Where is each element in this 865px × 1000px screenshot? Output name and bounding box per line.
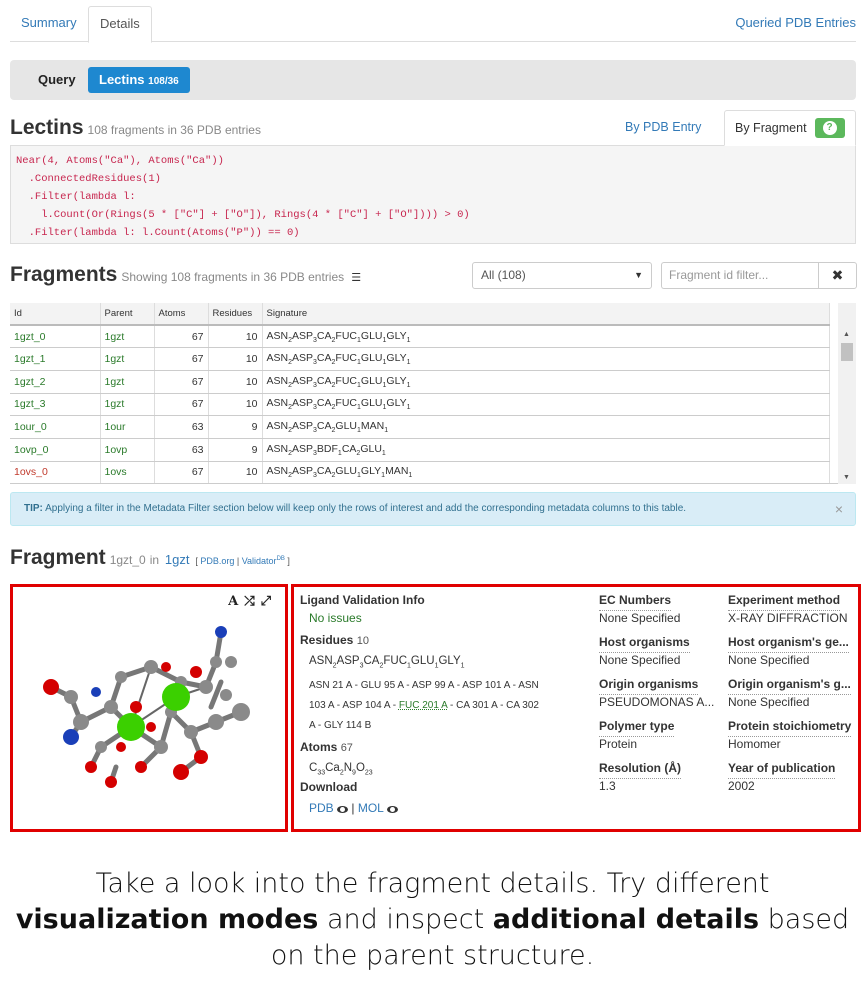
residues-label-text: Residues — [300, 633, 354, 647]
formula-count: 2 — [288, 336, 292, 344]
formula-part: ASP — [292, 329, 314, 342]
formula-part: C — [309, 762, 318, 775]
residues-label — [300, 633, 600, 651]
resolution-label: Resolution (Å) — [599, 761, 681, 779]
scrollbar-thumb[interactable] — [841, 343, 853, 361]
caption-text: Take a look into the fragment details. Try different — [95, 868, 770, 899]
formula-part: Ca — [325, 762, 340, 775]
formula-count: 1 — [337, 449, 342, 457]
formula-count: 2 — [331, 427, 336, 435]
fragment-signature-cell — [262, 325, 830, 348]
formula-part: ASP — [292, 465, 314, 478]
fragment-details-panel — [291, 584, 861, 832]
column-header-id[interactable]: Id — [10, 303, 100, 325]
fragment-id-cell[interactable]: 1gzt_3 — [10, 393, 100, 416]
fragment-id-cell[interactable]: 1gzt_0 — [10, 325, 100, 348]
host-organisms-value: None Specified — [599, 653, 681, 667]
experiment-method-value: X-RAY DIFFRACTION — [728, 611, 848, 625]
formula-part: ASP — [292, 351, 314, 364]
year-value: 2002 — [728, 779, 755, 793]
scroll-down-icon[interactable]: ▼ — [843, 474, 850, 481]
fragment-residues-cell: 10 — [208, 370, 262, 393]
formula-count: 1 — [406, 336, 411, 344]
fragment-signature-cell — [262, 438, 830, 461]
fragment-title — [10, 546, 290, 570]
fragment-residues-cell: 10 — [208, 461, 262, 484]
formula-part: ASN — [266, 329, 289, 342]
formula-count: 2 — [288, 472, 292, 480]
formula-count: 1 — [382, 404, 387, 412]
download-mol-link[interactable]: MOL — [357, 801, 384, 816]
lectins-count: 108/36 — [148, 76, 179, 87]
labels-toggle-icon[interactable]: A — [228, 594, 245, 609]
formula-count: 1 — [406, 404, 411, 412]
formula-count: 3 — [313, 359, 317, 367]
pdb-org-link[interactable]: PDB.org — [200, 556, 235, 566]
formula-count: 3 — [313, 381, 317, 389]
residues-signature — [300, 651, 600, 676]
table-row[interactable] — [10, 461, 830, 484]
fragment-residues-cell: 9 — [208, 416, 262, 439]
residues-count: 10 — [356, 635, 369, 647]
expand-icon[interactable]: ⤢ — [260, 593, 277, 608]
formula-count: 9 — [352, 769, 356, 777]
fragments-title — [10, 263, 361, 287]
formula-count: 1 — [381, 472, 386, 480]
formula-part: GLU — [335, 420, 358, 433]
tab-by-pdb-entry[interactable]: By PDB Entry — [625, 120, 702, 134]
formula-part: CA — [316, 374, 332, 387]
lectins-subtitle: 108 fragments in 36 PDB entries — [87, 123, 261, 137]
chevron-down-icon: ▼ — [634, 270, 643, 280]
table-row[interactable] — [10, 325, 830, 348]
formula-part: CA — [316, 420, 332, 433]
query-bar — [10, 60, 856, 100]
validator-db-link[interactable] — [242, 556, 285, 566]
download-links — [300, 798, 600, 818]
formula-part: ASP — [292, 397, 314, 410]
residues-line — [300, 696, 600, 716]
formula-count: 1 — [357, 427, 361, 435]
protein-stoichiometry-value: Homomer — [728, 737, 781, 751]
formula-part: GLU — [410, 655, 435, 667]
formula-count: 3 — [313, 472, 317, 480]
fragments-subtitle: Showing 108 fragments in 36 PDB entries — [121, 270, 345, 284]
tab-by-fragment-label: By Fragment — [735, 121, 807, 135]
formula-count: 1 — [384, 427, 389, 435]
fragment-signature-cell — [262, 461, 830, 484]
origin-gene-label: Origin organism's g... — [728, 677, 851, 695]
fragment-parent-cell[interactable]: 1gzt — [100, 393, 154, 416]
tab-details[interactable]: Details — [88, 6, 152, 43]
formula-part: GLU — [360, 374, 383, 387]
close-icon: ✖ — [831, 267, 844, 283]
ligand-validation-value: No issues — [309, 611, 362, 625]
formula-count: 3 — [313, 336, 317, 344]
download-pdb-link[interactable]: PDB — [309, 801, 334, 816]
fragment-id-cell[interactable]: 1gzt_2 — [10, 370, 100, 393]
formula-count: 2 — [288, 449, 292, 457]
fragments-table — [10, 303, 856, 484]
ec-numbers-label: EC Numbers — [599, 593, 671, 611]
formula-part: CA — [316, 351, 332, 364]
chemical-formula — [300, 758, 600, 780]
fragment-signature-cell — [262, 393, 830, 416]
formula-part: ASN — [266, 397, 289, 410]
formula-part: CA — [363, 655, 380, 667]
formula-part: FUC — [335, 374, 358, 387]
formula-count: 1 — [407, 662, 411, 670]
fragment-atoms-cell: 63 — [154, 438, 208, 461]
formula-count: 1 — [382, 359, 387, 367]
table-row[interactable] — [10, 416, 830, 439]
details-right-column — [728, 593, 856, 803]
host-organisms-label: Host organisms — [599, 635, 690, 653]
select-value: All (108) — [481, 268, 526, 282]
fragment-id-cell[interactable]: 1ovs_0 — [10, 461, 100, 484]
formula-count: 3 — [313, 404, 317, 412]
fragment-atoms-cell: 67 — [154, 370, 208, 393]
fragment-parent-cell[interactable]: 1ovs — [100, 461, 154, 484]
formula-part: CA — [316, 329, 332, 342]
formula-part: FUC — [335, 329, 358, 342]
table-row[interactable] — [10, 348, 830, 371]
tab-by-fragment[interactable] — [724, 110, 856, 146]
shuffle-icon[interactable]: ⤮ — [244, 593, 261, 608]
ligand-validation-label: Ligand Validation Info — [300, 593, 425, 607]
table-row[interactable] — [10, 438, 830, 461]
caption-text: based on the parent structure. — [270, 904, 850, 971]
atoms-label-text: Atoms — [300, 740, 338, 755]
residues-line-part: - CA 301 A - CA 302 — [447, 700, 539, 712]
fragment-atoms-cell: 67 — [154, 325, 208, 348]
column-header-residues[interactable]: Residues — [208, 303, 262, 325]
fragment-parent-cell[interactable]: 1gzt — [100, 325, 154, 348]
validator-sup: DB — [276, 556, 285, 562]
formula-part: ASN — [266, 374, 289, 387]
formula-count: 1 — [357, 404, 361, 412]
formula-part: ASN — [266, 351, 289, 364]
origin-gene-value: None Specified — [728, 695, 810, 709]
formula-part: ASN — [266, 442, 289, 455]
formula-count: 1 — [382, 336, 387, 344]
tip-text: Applying a filter in the Metadata Filter section below will keep only the rows of interest and add the corresponding metadata columns to this table. — [45, 503, 687, 514]
formula-part: GLY — [360, 465, 382, 478]
formula-count: 23 — [364, 769, 373, 777]
fragment-atoms-cell: 67 — [154, 393, 208, 416]
year-label: Year of publication — [728, 761, 835, 779]
fragment-atoms-cell: 67 — [154, 461, 208, 484]
formula-part: ASN — [309, 655, 333, 667]
formula-count: 2 — [288, 427, 292, 435]
formula-part: ASP — [292, 442, 314, 455]
tip-label: TIP: — [24, 503, 43, 514]
code-line: .Filter(lambda l: l.Count(Atoms("P")) == 0) — [16, 227, 300, 239]
fragment-parent-cell[interactable]: 1gzt — [100, 348, 154, 371]
tip-alert — [10, 492, 856, 526]
formula-count: 2 — [331, 381, 336, 389]
close-tip-icon[interactable]: × — [834, 501, 843, 517]
details-middle-column — [599, 593, 724, 803]
formula-count: 3 — [313, 449, 317, 457]
query-code — [10, 146, 856, 244]
fragment-in: in — [149, 553, 160, 567]
formula-count: 1 — [357, 359, 361, 367]
formula-part: FUC — [335, 397, 358, 410]
fragment-id-cell[interactable]: 1ovp_0 — [10, 438, 100, 461]
validator-link-text: Validator — [241, 556, 277, 566]
formula-count: 2 — [332, 662, 337, 670]
fragment-residues-cell: 10 — [208, 393, 262, 416]
formula-part: GLU — [360, 442, 382, 455]
formula-part: GLU — [360, 397, 383, 410]
residues-line-part: 103 A - ASP 104 A - — [309, 700, 399, 712]
lectins-title-text: Lectins — [10, 116, 84, 139]
formula-count: 33 — [317, 769, 326, 777]
tab-summary[interactable]: Summary — [21, 15, 77, 30]
origin-organisms-value: PSEUDOMONAS A... — [599, 695, 715, 709]
formula-count: 1 — [357, 472, 361, 480]
polymer-type-value: Protein — [599, 737, 638, 751]
question-icon: ? — [823, 121, 837, 135]
view-tabs — [605, 110, 855, 146]
fragment-residues-cell: 9 — [208, 438, 262, 461]
residues-line: ASN 21 A - GLU 95 A - ASP 99 A - ASP 101 A - ASN — [309, 680, 539, 692]
code-line: .ConnectedResidues(1) — [16, 173, 161, 185]
formula-part: GLY — [386, 351, 407, 364]
eye-icon[interactable] — [337, 806, 348, 813]
formula-part: GLY — [386, 374, 407, 387]
table-row[interactable] — [10, 393, 830, 416]
fragment-parent-link[interactable]: 1gzt — [164, 552, 190, 567]
fragment-residues-cell: 10 — [208, 325, 262, 348]
formula-part: GLU — [335, 465, 358, 478]
formula-count: 1 — [381, 449, 386, 457]
formula-count: 2 — [331, 336, 336, 344]
atoms-count: 67 — [340, 742, 353, 755]
formula-part: MAN — [385, 465, 409, 478]
origin-organisms-label: Origin organisms — [599, 677, 698, 695]
formula-count: 1 — [406, 359, 411, 367]
query-button[interactable]: Query — [38, 72, 76, 87]
formula-count: 3 — [359, 662, 364, 670]
formula-count: 2 — [288, 381, 292, 389]
formula-part: GLY — [386, 397, 407, 410]
formula-part: GLY — [386, 329, 407, 342]
residues-line: A - GLY 114 B — [309, 720, 372, 732]
fragment-signature-cell — [262, 370, 830, 393]
caption-text: and inspect — [318, 904, 493, 935]
experiment-method-label: Experiment method — [728, 593, 840, 611]
details-left-column — [300, 593, 600, 818]
clear-filter-button[interactable] — [818, 262, 857, 289]
formula-count: 2 — [356, 449, 361, 457]
formula-part: CA — [316, 397, 332, 410]
formula-part: ASN — [266, 465, 289, 478]
resolution-value: 1.3 — [599, 779, 616, 793]
fragment-parent-cell[interactable]: 1gzt — [100, 370, 154, 393]
formula-count: 1 — [434, 662, 439, 670]
molecule-3d-render[interactable] — [21, 607, 271, 807]
code-line: Near(4, Atoms("Ca"), Atoms("Ca")) — [16, 155, 224, 167]
fragment-title-text: Fragment — [10, 546, 106, 569]
host-gene-label: Host organism's ge... — [728, 635, 849, 653]
formula-count: 2 — [331, 472, 336, 480]
formula-part: GLY — [438, 655, 461, 667]
fragment-atoms-cell: 63 — [154, 416, 208, 439]
formula-part: ASN — [266, 420, 289, 433]
formula-count: 2 — [288, 404, 292, 412]
fragment-id-cell[interactable]: 1our_0 — [10, 416, 100, 439]
formula-part: ASP — [336, 655, 360, 667]
formula-count: 2 — [331, 404, 336, 412]
formula-count: 1 — [460, 662, 465, 670]
polymer-type-label: Polymer type — [599, 719, 674, 737]
molecule-viewer[interactable] — [10, 584, 288, 832]
formula-count: 1 — [406, 381, 411, 389]
formula-count: 1 — [357, 336, 361, 344]
formula-count: 2 — [339, 769, 344, 777]
ec-numbers-value: None Specified — [599, 611, 681, 625]
fragments-title-text: Fragments — [10, 263, 118, 286]
caption-bold: visualization modes — [15, 904, 319, 935]
formula-count: 2 — [379, 662, 384, 670]
fragment-signature-cell — [262, 416, 830, 439]
fragment-group-select[interactable] — [472, 262, 652, 289]
main-tabs — [10, 6, 856, 42]
formula-part: CA — [341, 442, 357, 455]
lectins-button[interactable] — [88, 67, 190, 93]
caption-bold: additional details — [492, 904, 760, 935]
code-line: l.Count(Or(Rings(5 * ["C"] + ["O"]), Rings(4 * ["C"] + ["O"]))) > 0) — [16, 209, 470, 221]
lectins-title — [10, 116, 261, 140]
formula-part: ASP — [292, 420, 314, 433]
formula-part: GLU — [360, 351, 383, 364]
formula-part: O — [355, 762, 365, 775]
fragment-parent-cell[interactable]: 1our — [100, 416, 154, 439]
formula-part: MAN — [360, 420, 385, 433]
table-header-row — [10, 303, 830, 325]
fragment-id: 1gzt_0 — [109, 553, 146, 567]
lectins-label: Lectins — [99, 72, 145, 87]
tutorial-caption — [0, 866, 865, 974]
formula-part: ASP — [292, 374, 314, 387]
formula-part: FUC — [335, 351, 358, 364]
scroll-up-icon[interactable]: ▲ — [843, 331, 850, 338]
fragment-id-filter-input[interactable]: Fragment id filter... — [661, 262, 819, 289]
tab-queried-pdb-entries[interactable]: Queried PDB Entries — [735, 15, 856, 30]
protein-stoichiometry-label: Protein stoichiometry — [728, 719, 851, 737]
fragment-residues-cell: 10 — [208, 348, 262, 371]
fragment-signature-cell — [262, 348, 830, 371]
fuc-residue-link[interactable]: FUC 201 A — [398, 700, 448, 712]
formula-part: FUC — [383, 655, 408, 667]
column-header-parent[interactable]: Parent — [100, 303, 154, 325]
code-line: .Filter(lambda l: — [16, 191, 136, 203]
formula-part: CA — [316, 465, 332, 478]
table-scrollbar[interactable] — [838, 303, 856, 484]
formula-count: 2 — [331, 359, 336, 367]
formula-part: GLU — [360, 329, 383, 342]
formula-part: N — [343, 762, 353, 775]
fragment-id-cell[interactable]: 1gzt_1 — [10, 348, 100, 371]
column-header-atoms[interactable]: Atoms — [154, 303, 208, 325]
help-button[interactable] — [815, 118, 845, 138]
host-gene-value: None Specified — [728, 653, 810, 667]
download-label: Download — [300, 780, 358, 795]
column-header-signature[interactable]: Signature — [262, 303, 830, 325]
table-row[interactable] — [10, 370, 830, 393]
atoms-label — [300, 740, 600, 758]
download-separator: | — [351, 801, 355, 816]
formula-count: 2 — [288, 359, 292, 367]
fragment-external-links: [ PDB.org | Validator$^{DB}$ ] — [195, 556, 290, 566]
formula-count: 3 — [313, 427, 317, 435]
fragment-atoms-cell: 67 — [154, 348, 208, 371]
eye-icon[interactable] — [387, 806, 398, 813]
formula-part: BDF — [316, 442, 338, 455]
formula-count: 1 — [382, 381, 387, 389]
fragment-parent-cell[interactable]: 1ovp — [100, 438, 154, 461]
formula-count: 1 — [357, 381, 361, 389]
list-icon[interactable]: ☰ — [348, 272, 362, 284]
formula-count: 1 — [408, 472, 413, 480]
